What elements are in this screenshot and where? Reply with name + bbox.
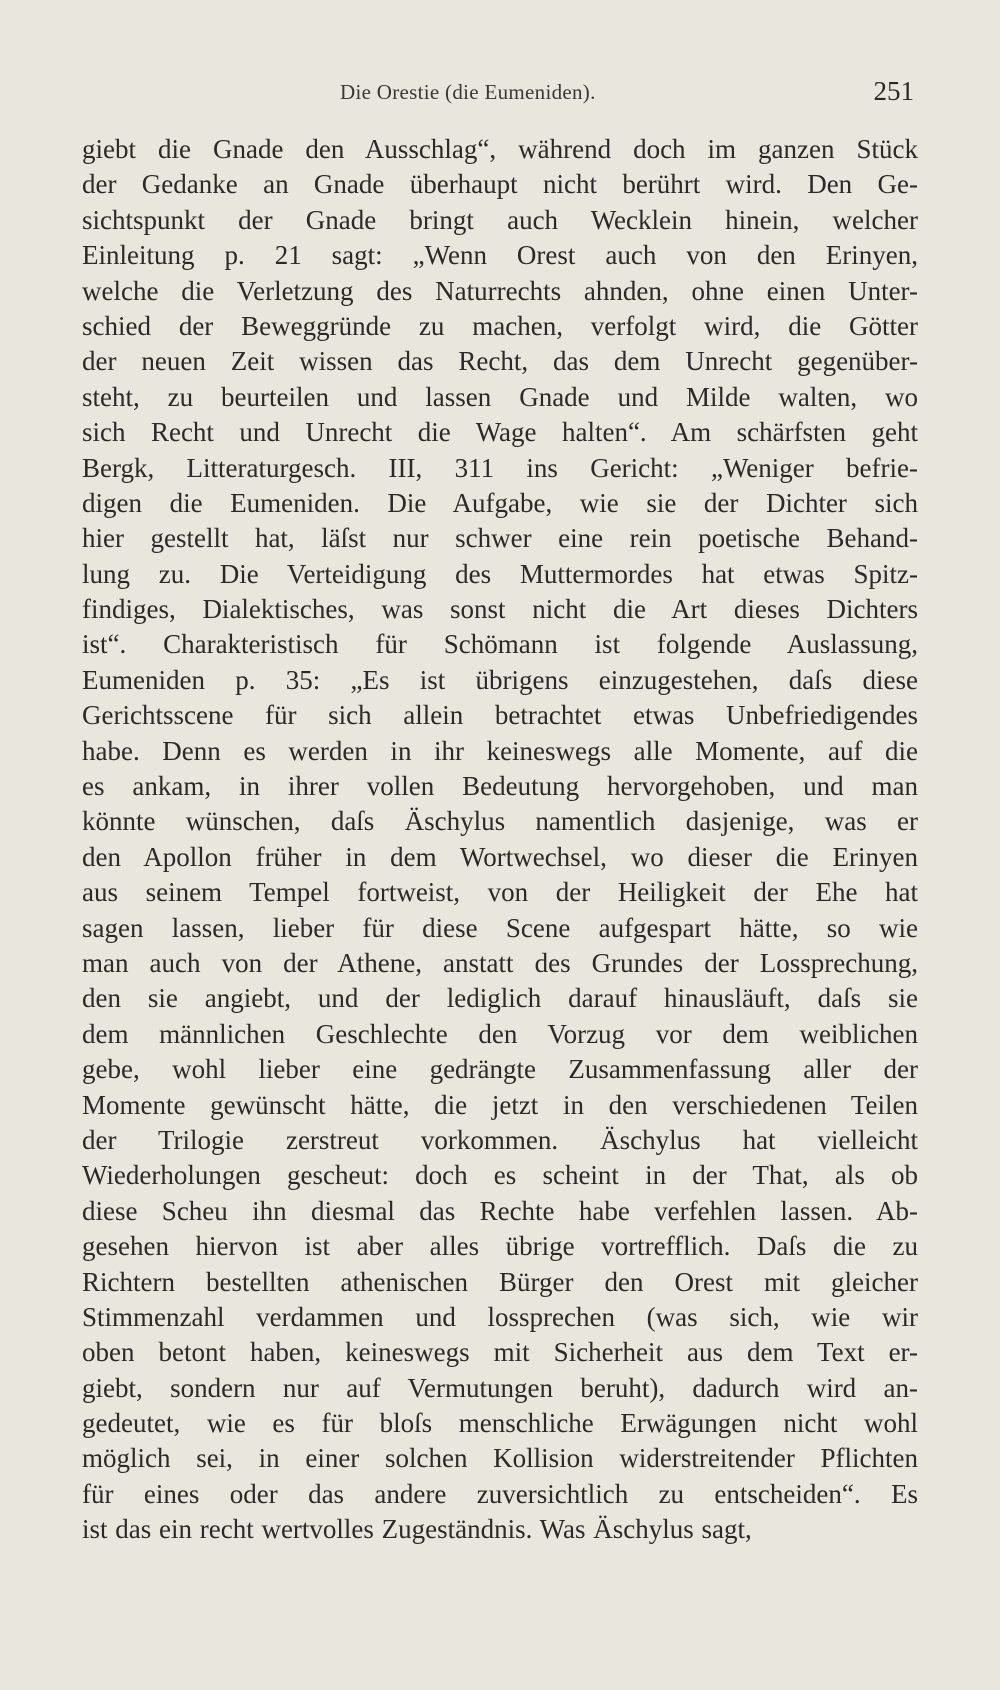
text-line: steht, zu beurteilen und lassen Gnade und Milde walten, wo (82, 381, 918, 412)
text-line: sichtspunkt der Gnade bringt auch Wecklein hinein, welcher (82, 204, 918, 235)
text-line: Momente gewünscht hätte, die jetzt in den verschiedenen Teilen (82, 1089, 918, 1120)
text-line: möglich sei, in einer solchen Kollision widerstreitender Pflichten (82, 1443, 918, 1474)
text-line: giebt die Gnade den Ausschlag“, während doch im ganzen Stück (82, 134, 918, 164)
text-line: Richtern bestellten athenischen Bürger den Orest mit gleicher (82, 1266, 918, 1297)
text-line: ist“. Charakteristisch für Schömann ist folgende Auslassung, (82, 629, 918, 660)
text-line: der neuen Zeit wissen das Recht, das dem Unrecht gegenüber- (82, 346, 918, 377)
text-line: schied der Beweggründe zu machen, verfolgt wird, die Götter (82, 310, 918, 341)
text-line: hier gestellt hat, läſst nur schwer eine rein poetische Behand- (82, 523, 918, 554)
text-line: könnte wünschen, daſs Äschylus namentlich dasjenige, was er (82, 806, 918, 837)
text-line: den Apollon früher in dem Wortwechsel, wo dieser die Erinyen (82, 841, 918, 872)
text-line: man auch von der Athene, anstatt des Grundes der Lossprechung, (82, 947, 918, 978)
text-line: für eines oder das andere zuversichtlich zu entscheiden“. Es (82, 1478, 918, 1509)
text-line: sagen lassen, lieber für diese Scene aufgespart hätte, so wie (82, 912, 918, 943)
text-line: es ankam, in ihrer vollen Bedeutung hervorgehoben, und man (82, 771, 918, 802)
text-line: aus seinem Tempel fortweist, von der Heiligkeit der Ehe hat (82, 877, 918, 908)
text-line: diese Scheu ihn diesmal das Rechte habe verfehlen lassen. Ab- (82, 1195, 918, 1226)
text-line: der Gedanke an Gnade überhaupt nicht berührt wird. Den Ge- (82, 169, 918, 200)
text-line: Wiederholungen gescheut: doch es scheint in der That, als ob (82, 1160, 918, 1191)
page-number: 251 (873, 76, 914, 106)
text-line: findiges, Dialektisches, was sonst nicht die Art dieses Dichters (82, 594, 918, 625)
text-line: gesehen hiervon ist aber alles übrige vortrefflich. Daſs die zu (82, 1231, 918, 1262)
text-line: dem männlichen Geschlechte den Vorzug vor dem weiblichen (82, 1018, 918, 1049)
text-line: gedeutet, wie es für bloſs menschliche Erwägungen nicht wohl (82, 1408, 918, 1439)
page-header (78, 76, 920, 116)
text-line: Einleitung p. 21 sagt: „Wenn Orest auch von den Erinyen, (82, 240, 918, 271)
text-line: welche die Verletzung des Naturrechts ahnden, ohne einen Unter- (82, 275, 918, 306)
text-line: habe. Denn es werden in ihr keineswegs alle Momente, auf die (82, 735, 918, 766)
text-line: gebe, wohl lieber eine gedrängte Zusammenfassung aller der (82, 1054, 918, 1085)
text-line: digen die Eumeniden. Die Aufgabe, wie sie der Dichter sich (82, 487, 918, 518)
text-line: den sie angiebt, und der lediglich darauf hinausläuft, daſs sie (82, 983, 918, 1014)
text-line: giebt, sondern nur auf Vermutungen beruht), dadurch wird an- (82, 1372, 918, 1403)
text-line: oben betont haben, keineswegs mit Sicherheit aus dem Text er- (82, 1337, 918, 1368)
body-text (82, 132, 918, 1548)
text-line: Gerichtsscene für sich allein betrachtet etwas Unbefriedigendes (82, 700, 918, 731)
text-line: ist das ein recht wertvolles Zugeständnis. Was Äschylus sagt, (82, 1514, 752, 1545)
text-line: der Trilogie zerstreut vorkommen. Äschylus hat vielleicht (82, 1124, 918, 1155)
text-line: Bergk, Litteraturgesch. III, 311 ins Gericht: „Weniger befrie- (82, 452, 918, 483)
text-line: lung zu. Die Verteidigung des Muttermordes hat etwas Spitz- (82, 558, 918, 589)
text-line: Stimmenzahl verdammen und lossprechen (was sich, wie wir (82, 1301, 918, 1332)
text-line: Eumeniden p. 35: „Es ist übrigens einzugestehen, daſs diese (82, 664, 918, 695)
running-title: Die Orestie (die Eumeniden). (340, 80, 596, 104)
text-line: sich Recht und Unrecht die Wage halten“. Am schärfsten geht (82, 417, 918, 448)
